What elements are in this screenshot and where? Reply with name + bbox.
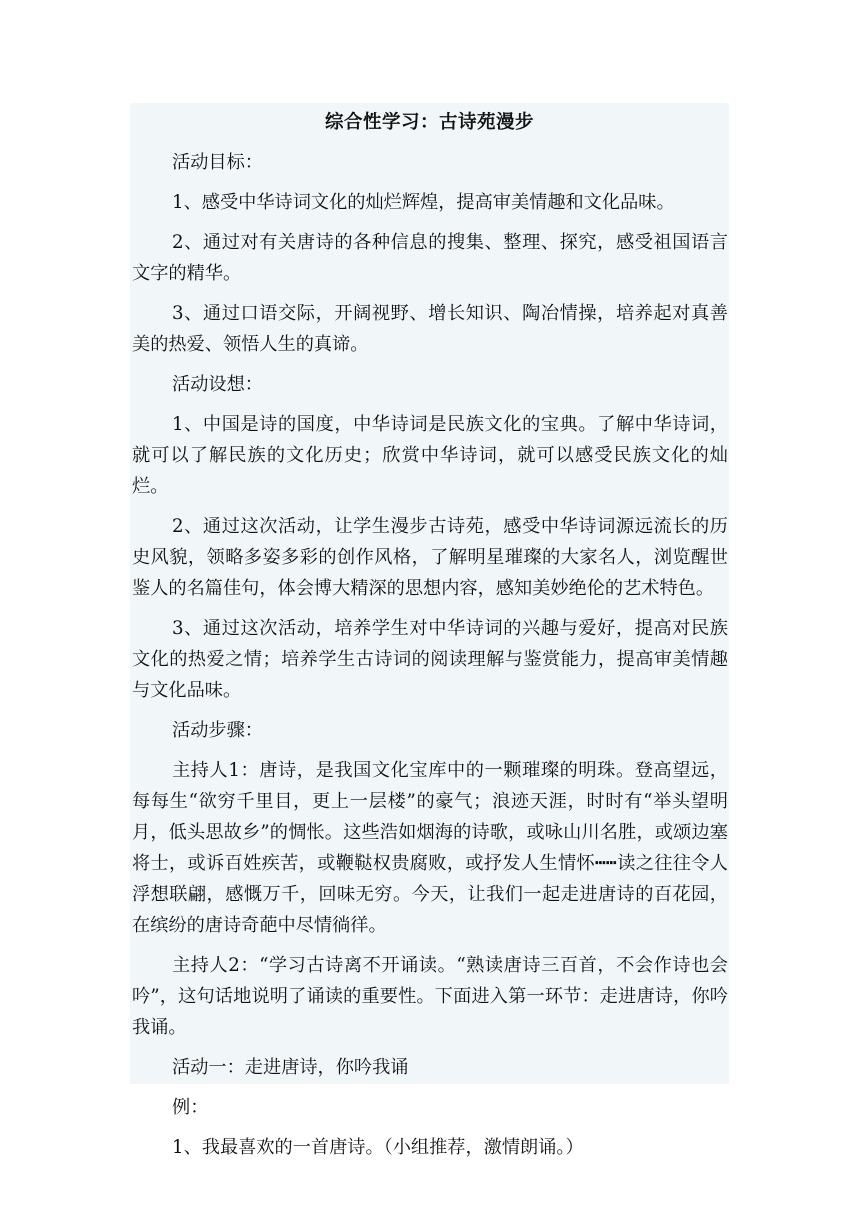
paragraph: 主持人1：唐诗，是我国文化宝库中的一颗璀璨的明珠。登高望远，每每生“欲穷千里目，更上一层楼”的豪气；浪迹天涯，时时有“举头望明月，低头思故乡”的惆怅。这些浩如烟海的诗歌，或咏山川名胜，或颂边塞将士，或诉百姓疾苦，或鞭鞑权贵腐败，或抒发人生情怀┅┅读之往往令人浮想联翩，感慨万千，回味无穷。今天，让我们一起走进唐诗的百花园，在缤纷的唐诗奇葩中尽情徜徉。	[132, 760, 728, 936]
paragraph: 1、我最喜欢的一首唐诗。（小组推荐，激情朗诵。）	[172, 1137, 584, 1158]
document-title: 综合性学习：古诗苑漫步	[324, 112, 534, 133]
paragraph: 1、中国是诗的国度，中华诗词是民族文化的宝典。了解中华诗词，就可以了解民族的文化历史；欣赏中华诗词，就可以感受民族文化的灿烂。	[132, 414, 728, 497]
paragraph: 3、通过这次活动，培养学生对中华诗词的兴趣与爱好，提高对民族文化的热爱之情；培养学生古诗词的阅读理解与鉴赏能力，提高审美情趣与文化品味。	[132, 618, 728, 701]
paragraph: 1、感受中华诗词文化的灿烂辉煌，提高审美情趣和文化品味。	[172, 192, 675, 213]
paragraph: 2、通过这次活动，让学生漫步古诗苑，感受中华诗词源远流长的历史风貌，领略多姿多彩的创作风格，了解明星璀璨的大家名人，浏览醒世鉴人的名篇佳句，体会博大精深的思想内容，感知美妙绝伦的艺术特色。	[132, 516, 728, 599]
paragraph: 例：	[172, 1097, 209, 1118]
paragraph: 3、通过口语交际，开阔视野、增长知识、陶冶情操，培养起对真善美的热爱、领悟人生的真谛。	[132, 303, 728, 355]
section-heading-goals: 活动目标：	[172, 152, 263, 173]
document-body	[130, 103, 729, 1158]
section-heading-activity-one: 活动一：走进唐诗，你吟我诵	[172, 1057, 409, 1078]
paragraph: 主持人2：“学习古诗离不开诵读。“熟读唐诗三百首，不会作诗也会吟”，这句话地说明了诵读的重要性。下面进入第一环节：走进唐诗，你吟我诵。	[132, 955, 728, 1038]
paragraph: 2、通过对有关唐诗的各种信息的搜集、整理、探究，感受祖国语言文字的精华。	[132, 232, 728, 284]
section-heading-steps: 活动步骤：	[172, 720, 263, 741]
section-heading-ideas: 活动设想：	[172, 374, 263, 395]
